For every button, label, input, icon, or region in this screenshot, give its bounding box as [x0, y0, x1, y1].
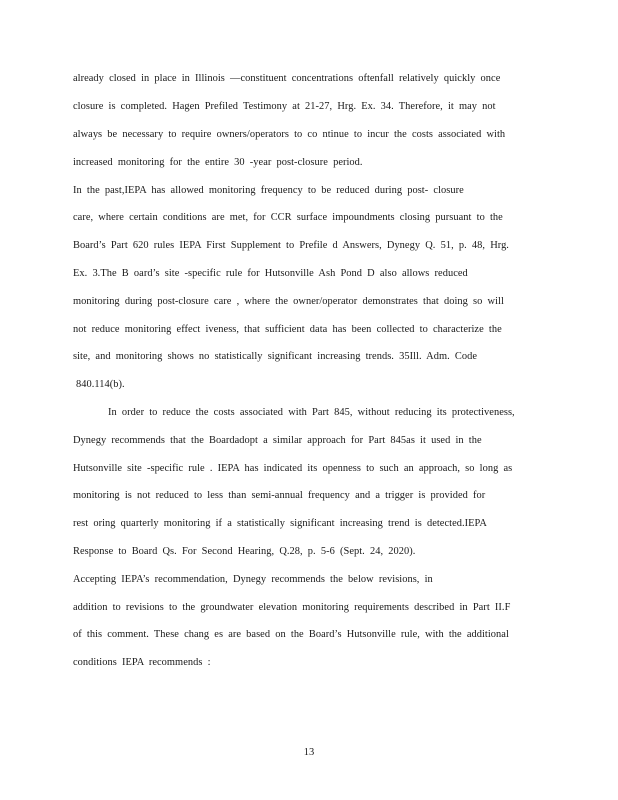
text-line: closure is completed. Hagen Prefiled Testimony at 21-27, Hrg. Ex. 34. Therefore, it may not	[73, 101, 496, 112]
text-line: not reduce monitoring effect iveness, that sufficient data has been collected to characterize the	[73, 324, 502, 335]
text-line: In the past,IEPA has allowed monitoring frequency to be reduced during post- closure	[73, 185, 464, 196]
text-line: Response to Board Qs. For Second Hearing, Q.28, p. 5-6 (Sept. 24, 2020).	[73, 546, 416, 557]
text-line: always be necessary to require owners/operators to co ntinue to incur the costs associated with	[73, 129, 506, 140]
text-line: 840.114(b).	[76, 379, 125, 390]
page-number: 13	[303, 747, 315, 758]
text-line: already closed in place in Illinois —constituent concentrations oftenfall relatively quickly once	[73, 73, 501, 84]
text-line: increased monitoring for the entire 30 -year post-closure period.	[73, 157, 363, 168]
text-line: of this comment. These chang es are based on the Board’s Hutsonville rule, with the additional	[73, 629, 509, 640]
text-line: care, where certain conditions are met, for CCR surface impoundments closing pursuant to the	[73, 212, 503, 223]
text-line: site, and monitoring shows no statistically significant increasing trends. 35Ill. Adm. Code	[73, 351, 478, 362]
text-line: conditions IEPA recommends :	[73, 657, 211, 668]
text-line: Accepting IEPA’s recommendation, Dynegy recommends the below revisions, in	[73, 574, 433, 585]
text-line: Ex. 3.The B oard’s site -specific rule for Hutsonville Ash Pond D also allows reduced	[73, 268, 468, 279]
text-line: Hutsonville site -specific rule . IEPA has indicated its openness to such an approach, so long as	[73, 463, 513, 474]
text-line: rest oring quarterly monitoring if a statistically significant increasing trend is detected.IEPA	[73, 518, 487, 529]
text-line: Dynegy recommends that the Boardadopt a similar approach for Part 845as it used in the	[73, 435, 482, 446]
text-line: Board’s Part 620 rules IEPA First Supplement to Prefile d Answers, Dynegy Q. 51, p. 48, Hrg.	[73, 240, 509, 251]
paragraph-first-line: In order to reduce the costs associated with Part 845, without reducing its protectiveness,	[108, 407, 515, 418]
text-line: monitoring is not reduced to less than semi-annual frequency and a trigger is provided for	[73, 490, 486, 501]
text-line: addition to revisions to the groundwater elevation monitoring requirements described in Part II.F	[73, 602, 511, 613]
text-line: monitoring during post-closure care , where the owner/operator demonstrates that doing so will	[73, 296, 504, 307]
